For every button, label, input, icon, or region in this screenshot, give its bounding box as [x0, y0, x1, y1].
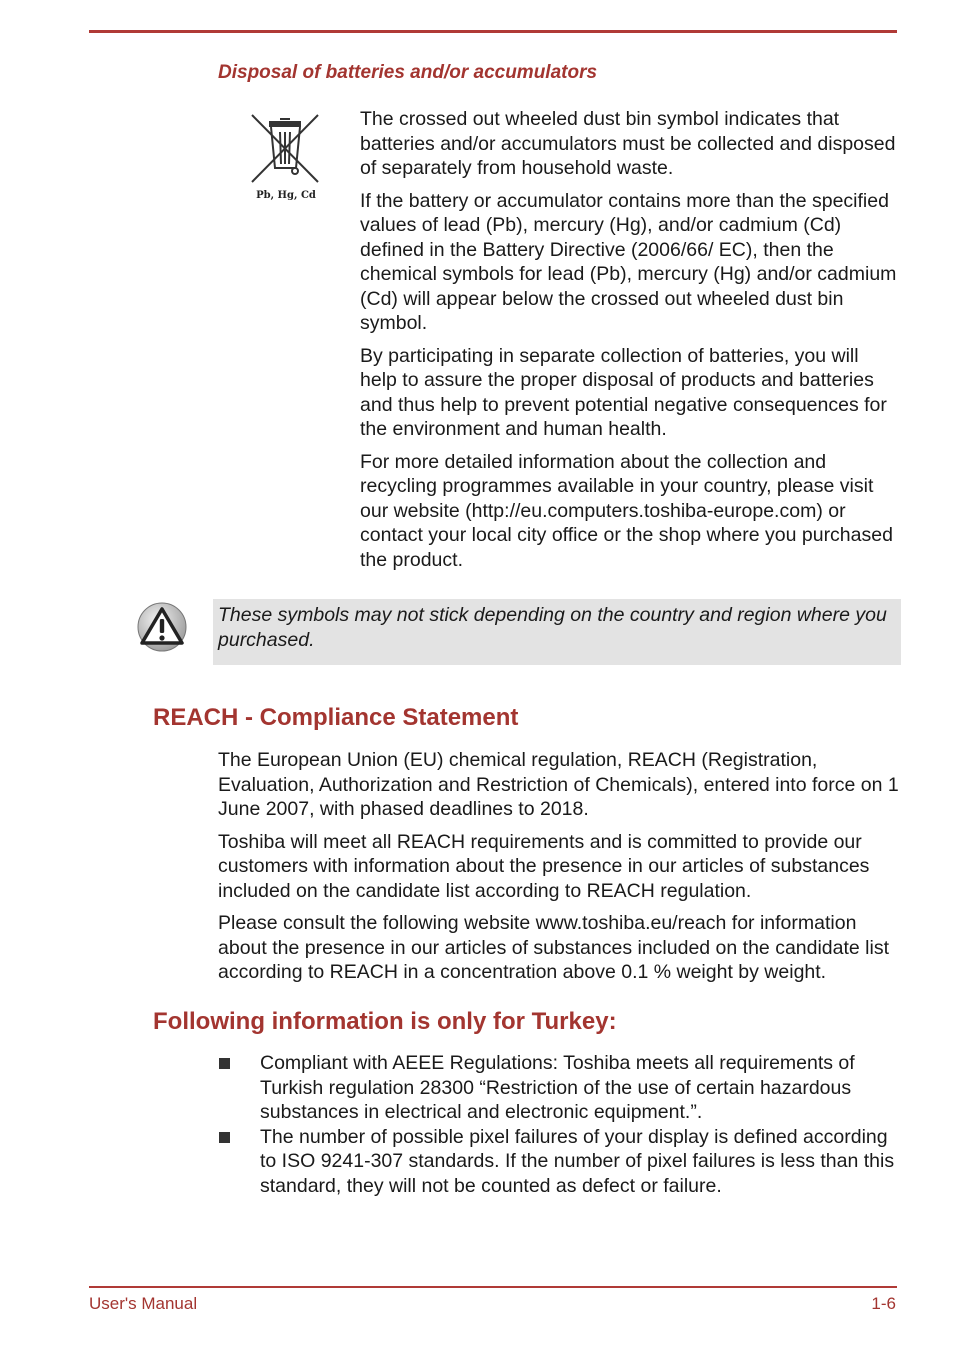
note-text: These symbols may not stick depending on the country and region where you purchased. — [218, 604, 887, 651]
battery-paragraphs — [360, 107, 900, 580]
battery-paragraph: If the battery or accumulator contains more than the specified values of lead (Pb), mercury (Hg), and/or cadmium (Cd) defined in the Battery Directive (2006/66/ EC), then the chemical symbols for lead (Pb), mercury (Hg) and/or cadmium (Cd) will appear below the crossed out wheeled dust bin symbol. — [360, 189, 897, 334]
turkey-bullet-list — [218, 1051, 908, 1198]
reach-paragraph: Please consult the following website www.toshiba.eu/reach for information about the presence in our articles of substances included on the candidate list according to REACH in a concentration above 0.1 % weight by weight. — [218, 912, 890, 983]
battery-paragraph: By participating in separate collection of batteries, you will help to assure the proper disposal of products and batteries and thus help to prevent potential negative consequences for the environment and human health. — [360, 344, 887, 440]
note-box — [213, 599, 901, 665]
footer-manual-title: User's Manual — [89, 1294, 198, 1313]
footer-rule — [89, 1286, 897, 1288]
bullet-square-icon — [219, 1132, 230, 1143]
page-number: 1-6 — [871, 1294, 896, 1313]
list-item — [218, 1051, 908, 1125]
bullet-square-icon — [219, 1058, 230, 1069]
header-rule — [89, 30, 897, 33]
reach-paragraph: Toshiba will meet all REACH requirements and is committed to provide our customers with information about the presence in our articles of substances included on the candidate list according to REACH regulation. — [218, 830, 870, 902]
battery-paragraph: For more detailed information about the collection and recycling programmes available in your country, please visit our website (http://eu.computers.toshiba-europe.com) or contact your local city office or the shop where you purchased the product. — [360, 450, 893, 571]
turkey-heading: Following information is only for Turkey: — [153, 1008, 617, 1035]
battery-paragraph: The crossed out wheeled dust bin symbol indicates that batteries and/or accumulators must be collected and disposed of separately from household waste. — [360, 108, 896, 179]
list-item — [218, 1125, 908, 1199]
list-item-text: Compliant with AEEE Regulations: Toshiba meets all requirements of Turkish regulation 28300 “Restriction of the use of certain hazardous substances in electrical and electronic equipment.”. — [260, 1052, 855, 1123]
reach-paragraph: The European Union (EU) chemical regulation, REACH (Registration, Evaluation, Authorization and Restriction of Chemicals), entered into force on 1 June 2007, with phased deadlines to 2018. — [218, 749, 899, 820]
warning-triangle-icon — [136, 601, 188, 653]
bin-icon-caption: Pb, Hg, Cd — [256, 190, 316, 201]
reach-paragraphs — [218, 748, 908, 993]
crossed-wheeled-bin-icon — [250, 110, 322, 190]
reach-heading: REACH - Compliance Statement — [153, 704, 519, 731]
list-item-text: The number of possible pixel failures of your display is defined according to ISO 9241-307 standards. If the number of pixel failures is less than this standard, they will not be counted as defect or failure. — [260, 1125, 895, 1197]
battery-disposal-heading: Disposal of batteries and/or accumulators — [218, 62, 598, 83]
